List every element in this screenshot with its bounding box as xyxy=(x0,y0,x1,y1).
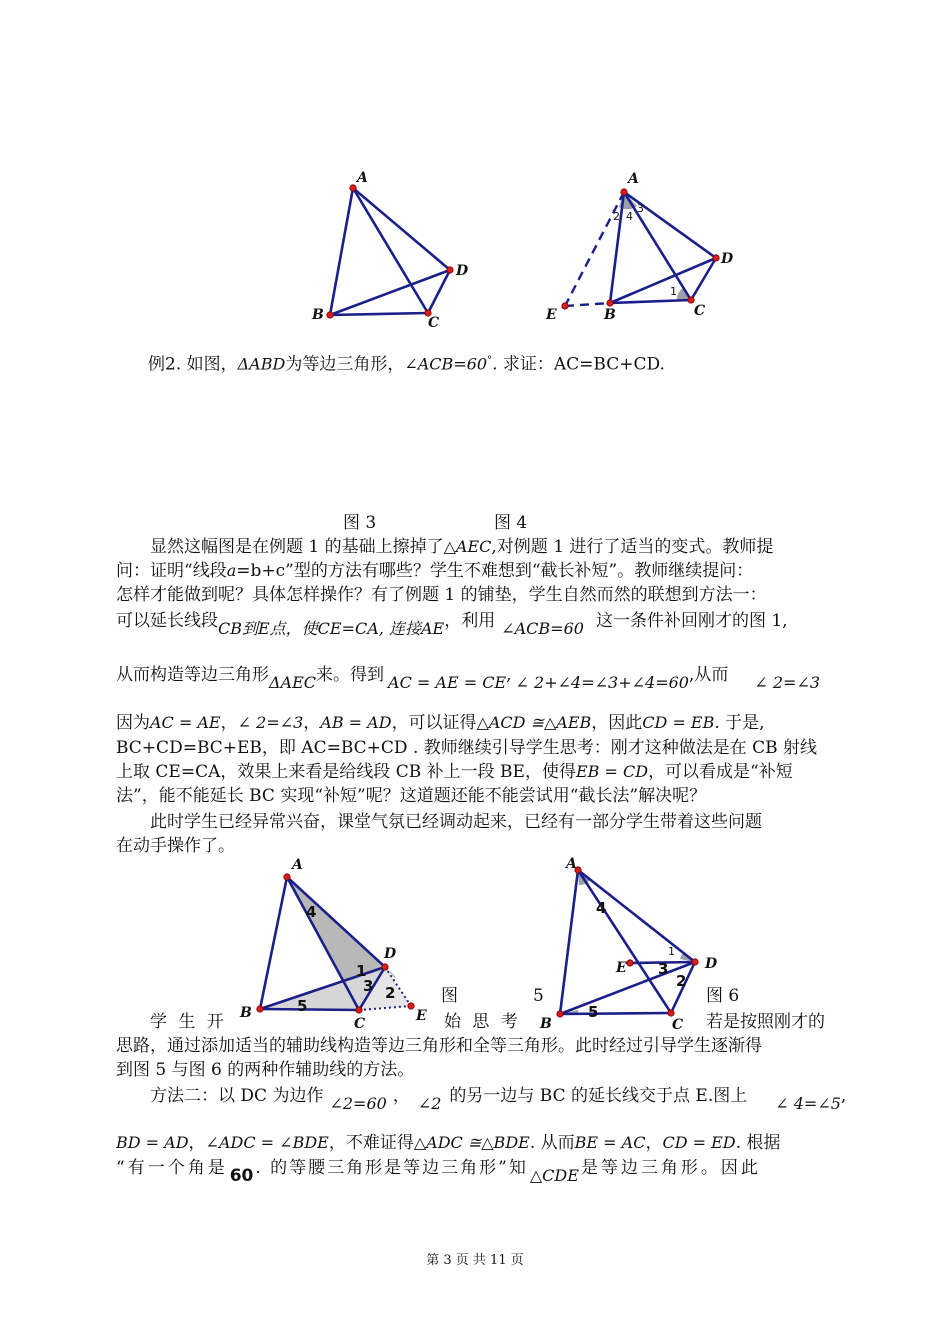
figure-edges xyxy=(330,188,450,315)
p4-l2m4: BE = AC xyxy=(574,1133,646,1152)
page-footer: 第 3 页 共 11 页 xyxy=(426,1253,524,1268)
p1-l5a: 从而构造等边三角形 xyxy=(116,665,269,685)
p1-line9: 法”，能不能延长 BC 实现“补短”呢？这道题还能不能尝试用“截长法”解决呢？ xyxy=(116,786,707,806)
example-2-mid: 为等边三角形， xyxy=(285,354,405,375)
figure-edges xyxy=(560,870,695,1014)
point-b xyxy=(607,300,613,306)
p2-line1: 此时学生已经异常兴奋，课堂气氛已经调动起来，已经有一部分学生带着这些问题 xyxy=(150,812,762,832)
caption-fig3: 图 3 xyxy=(343,513,377,533)
p1-l5m2: AC = AE = CE xyxy=(388,673,507,692)
p1-line4 xyxy=(116,610,788,638)
p1-l1m: △AEC xyxy=(443,537,492,556)
p1-l5m3: ∠ 2+∠4=∠3+∠4=60 xyxy=(515,673,689,692)
p4-l3a: “有一个角是 xyxy=(116,1158,228,1178)
p1-l4m2: ∠ACB=60 xyxy=(501,619,584,638)
p1-l4c: 这一条件补回刚才的图 1, xyxy=(595,611,788,631)
p4-l1m2: ∠2 xyxy=(417,1094,442,1113)
example-2-statement xyxy=(148,350,665,376)
p1-l6e: ，因此 xyxy=(591,713,643,733)
caption-fig5-b: 5 xyxy=(533,986,544,1006)
p1-l2m: a xyxy=(226,561,237,580)
label-b: B xyxy=(312,307,324,323)
angle-label-4: 4 xyxy=(306,903,317,921)
point-d xyxy=(382,964,388,970)
point-b xyxy=(557,1011,563,1017)
label-a: A xyxy=(628,171,639,187)
angle-label-3: 3 xyxy=(637,202,644,215)
p4-l1b: ， xyxy=(392,1086,410,1106)
p1-l5m4: ∠ 2=∠3 xyxy=(754,673,821,692)
label-d: D xyxy=(456,263,469,279)
p1-l6f: . 于是, xyxy=(714,713,765,733)
p4-l2a: ， xyxy=(188,1133,206,1153)
point-a xyxy=(284,874,290,880)
example-2-suffix: . 求证：AC=BC+CD. xyxy=(492,354,665,375)
p1-line5 xyxy=(116,664,821,692)
p1-l6a: 因为 xyxy=(116,713,150,733)
point-a xyxy=(350,185,356,191)
p3-line2: 思路，通过添加适当的辅助线构造等边三角形和全等三角形。此时经过引导学生逐渐得 xyxy=(116,1036,762,1056)
angle-label-2: 2 xyxy=(613,210,620,223)
p1-l8m: EB = CD xyxy=(575,762,649,781)
label-e: E xyxy=(546,307,557,323)
p1-l6m3: AB = AD xyxy=(320,713,392,732)
angle-label-2: 2 xyxy=(676,972,687,990)
point-d xyxy=(713,255,719,261)
label-b: B xyxy=(604,307,616,323)
figure-triangle-abcd-left xyxy=(300,165,480,335)
p1-l6d: ，可以证得 xyxy=(391,713,477,733)
figure-triangle-abcde-right xyxy=(540,165,740,330)
p1-l6b: ， xyxy=(220,713,238,733)
label-b: B xyxy=(240,1005,252,1021)
p1-line6 xyxy=(116,712,765,734)
p1-line1 xyxy=(150,536,773,558)
p1-l6m2: ∠ 2=∠3 xyxy=(237,713,304,732)
angle-label-5: 5 xyxy=(297,997,308,1015)
figure-5 xyxy=(230,855,440,1035)
p1-l4b: ，利用 xyxy=(444,611,496,631)
p4-l3c: 是等边三角形。因此 xyxy=(580,1158,761,1178)
angle-label-4: 4 xyxy=(626,210,633,223)
point-b xyxy=(327,312,333,318)
p3-line1c: 若是按照刚才的 xyxy=(706,1012,825,1032)
label-e: E xyxy=(616,960,627,976)
p1-l8a: 上取 CE=CA，效果上来看是给线段 CB 补上一段 BE，使得 xyxy=(116,762,576,782)
caption-fig4: 图 4 xyxy=(494,513,528,533)
p1-l4m: CB到E点，使CE=CA, 连接AE xyxy=(218,619,445,638)
p4-l2m: BD = AD xyxy=(116,1133,189,1152)
p3-line3: 到图 5 与图 6 的两种作辅助线的方法。 xyxy=(116,1060,415,1080)
p3-line1a: 学 生 开 xyxy=(150,1012,224,1032)
label-d: D xyxy=(721,251,734,267)
p4-l2b: ，不难证得 xyxy=(328,1133,414,1153)
angle-label-4: 4 xyxy=(596,899,607,917)
p1-line2 xyxy=(116,560,753,582)
p4-l2c: . 从而 xyxy=(529,1133,575,1153)
p1-l5d: ,从而 xyxy=(688,665,729,685)
example-2-degree: ° xyxy=(487,355,493,366)
p4-l2e: . 根据 xyxy=(735,1133,781,1153)
p1-l2a: 问：证明“线段 xyxy=(116,561,227,581)
label-c: C xyxy=(672,1017,684,1033)
p1-line8 xyxy=(116,761,793,783)
angle-label-5: 5 xyxy=(588,1003,599,1021)
p4-l3m2: △CDE xyxy=(529,1166,579,1185)
p1-l5m: ΔAEC xyxy=(269,673,317,692)
p4-l1m: ∠2=60 xyxy=(329,1094,387,1113)
caption-fig5-a: 图 xyxy=(441,986,458,1006)
p1-line7 xyxy=(116,737,817,759)
angle-label-3: 3 xyxy=(363,977,374,995)
p4-l2d: ， xyxy=(645,1133,663,1153)
p4-l1c: 的另一边与 BC 的延长线交于点 E.图上 xyxy=(449,1086,748,1106)
example-2-angle: ∠ACB=60 xyxy=(404,354,488,374)
p4-l3m: 60 xyxy=(229,1166,254,1186)
label-c: C xyxy=(354,1016,366,1032)
p4-l3b: . 的等腰三角形是等边三角形”知 xyxy=(255,1158,528,1178)
label-c: C xyxy=(428,315,440,331)
caption-fig6: 图 6 xyxy=(706,986,740,1006)
angle-label-1: 1 xyxy=(356,962,367,980)
p1-l1b: ,对例题 1 进行了适当的变式。教师提 xyxy=(491,537,774,557)
angle-label-2: 2 xyxy=(385,984,396,1002)
label-e: E xyxy=(416,1008,427,1024)
point-a xyxy=(621,189,627,195)
p4-line3 xyxy=(116,1157,761,1186)
point-d xyxy=(692,959,698,965)
point-d xyxy=(447,267,453,273)
p4-l1d: , xyxy=(840,1086,847,1106)
p1-l6m: AC = AE xyxy=(150,713,221,732)
label-a: A xyxy=(292,857,303,873)
label-d: D xyxy=(705,956,718,972)
p1-l2b: =b+c”型的方法有哪些？学生不难想到“截长补短”。教师继续提问： xyxy=(236,561,754,581)
example-2-prefix: 例2. 如图， xyxy=(148,354,238,375)
p1-l5b: 来。得到 xyxy=(316,665,385,685)
angle-label-3: 3 xyxy=(658,960,669,978)
p3-line1b: 始 思 考 xyxy=(444,1012,518,1032)
point-c xyxy=(356,1007,362,1013)
p1-l6m4: △ACD ≅△AEB xyxy=(476,713,592,732)
p1-line3: 怎样才能做到呢？具体怎样操作？有了例题 1 的铺垫，学生自然而然的联想到方法一： xyxy=(116,585,767,605)
p1-l7b: ，即 AC=BC+CD . 教师继续引导学生思考：刚才这种做法是在 CB 射线 xyxy=(261,738,818,758)
point-c xyxy=(668,1010,674,1016)
p4-l2m2: ∠ADC = ∠BDE xyxy=(205,1133,329,1152)
point-e xyxy=(562,303,568,309)
label-b: B xyxy=(540,1016,552,1032)
p1-l6m5: CD = EB xyxy=(642,713,715,732)
example-2-triangle: ΔABD xyxy=(237,354,286,374)
p1-l6c: ， xyxy=(303,713,321,733)
point-e xyxy=(627,960,633,966)
figure-6 xyxy=(530,850,730,1035)
p4-l1a: 方法二：以 DC 为边作 xyxy=(150,1086,324,1106)
p4-line2 xyxy=(116,1132,780,1154)
angle-label-1: 1 xyxy=(670,285,677,298)
angle-label-1: 1 xyxy=(668,945,675,958)
p4-line1 xyxy=(150,1085,847,1113)
point-e xyxy=(408,1003,414,1009)
p1-l7a: BC+CD=BC+EB xyxy=(116,738,262,758)
label-a: A xyxy=(357,170,368,186)
label-d: D xyxy=(384,946,397,962)
p4-l2m3: △ADC ≅△BDE xyxy=(413,1133,530,1152)
p4-l1m3: ∠ 4=∠5 xyxy=(775,1094,841,1113)
label-a: A xyxy=(566,856,577,872)
p1-l4a: 可以延长线段 xyxy=(116,611,218,631)
p4-l2m5: CD = ED xyxy=(662,1133,736,1152)
point-b xyxy=(257,1006,263,1012)
p1-l5c: , xyxy=(506,665,512,685)
p1-l1a: 显然这幅图是在例题 1 的基础上擦掉了 xyxy=(150,537,444,557)
p1-l8b: ，可以看成是“补短 xyxy=(648,762,793,782)
p2-line2: 在动手操作了。 xyxy=(116,836,235,856)
label-c: C xyxy=(694,303,706,319)
